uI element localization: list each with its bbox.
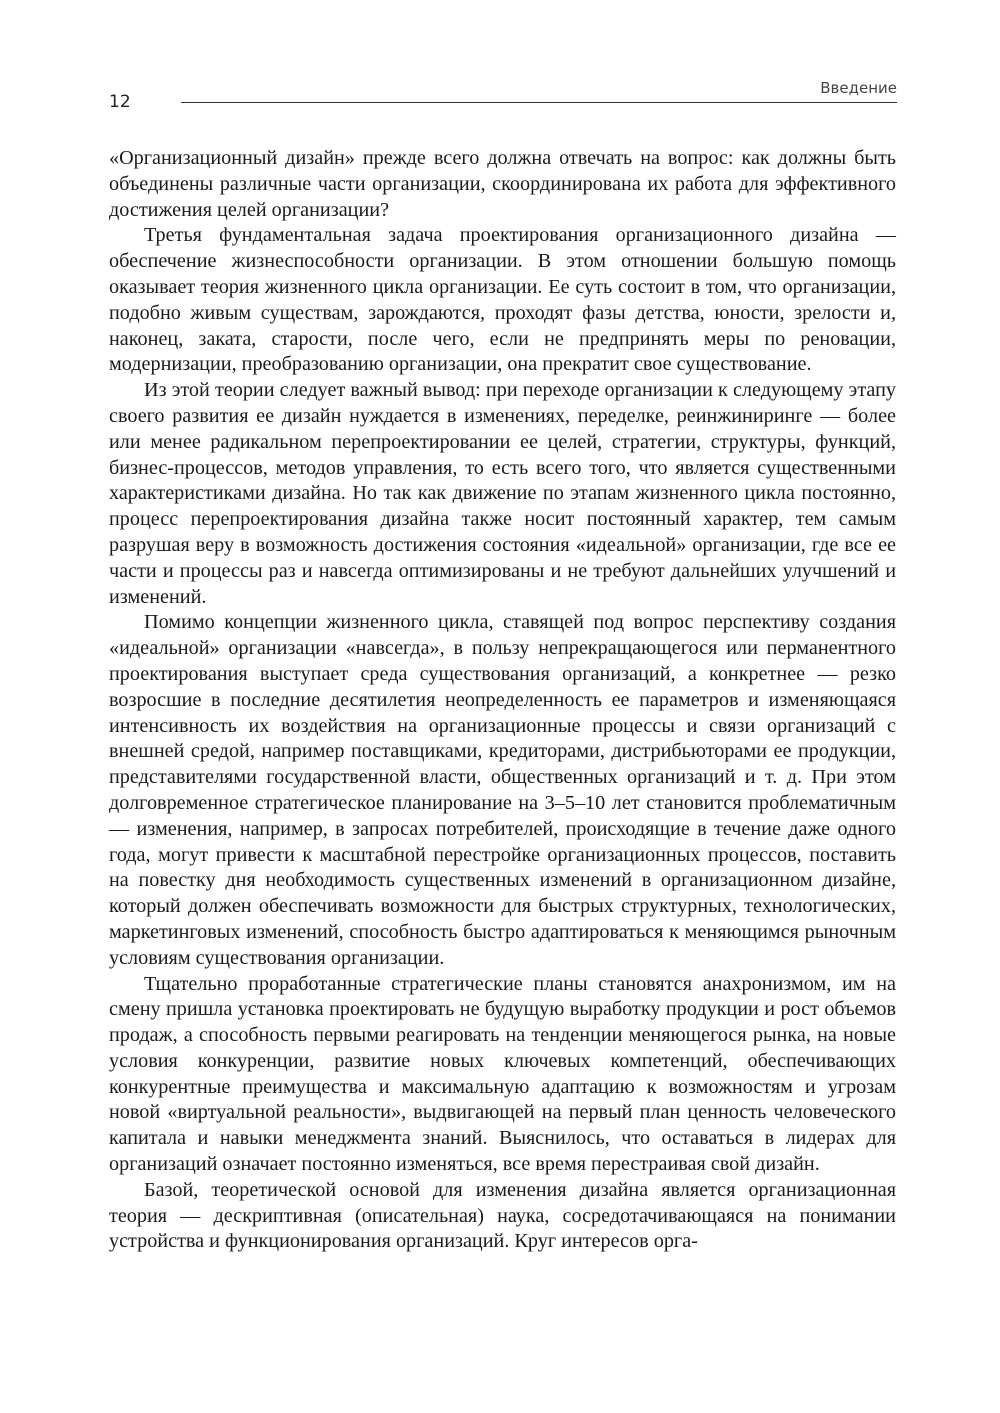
running-header-title: Введение xyxy=(820,79,897,97)
paragraph: Тщательно проработанные стратегические планы становятся анахронизмом, им на смену пришла установка проектировать не будущую выработку продукции и рост объемов продаж, а способность первыми реагировать на тенденции меняющегося рынка, на новые условия конкуренции, развитие новых ключевых компетенций, обеспечивающих конкурентные преимущества и максимальную адаптацию к возможностям и угрозам новой «виртуальной реальности», выдвигающей на первый план ценность человеческого капитала и навыки менеджмента знаний. Выяснилось, что оставаться в лидерах для организаций означает постоянно изменяться, все время перестраивая свой дизайн. xyxy=(109,972,896,1176)
header-divider xyxy=(181,102,897,103)
paragraph: Помимо концепции жизненного цикла, ставящей под вопрос перспективу создания «идеальной» организации «навсегда», в пользу непрекращающегося или перманентного проектирования выступает среда существования организаций, а конкретнее — резко возросшие в последние десятилетия неопределенность ее параметров и изменяющаяся интенсивность их воздействия на организационные процессы и связи организаций с внешней средой, например поставщиками, кредиторами, дистрибьюторами ее продукции, представителями государственной власти, общественных организаций и т. д. При этом долговременное стратегическое планирование на 3–5–10 лет становится проблематичным — изменения, например, в запросах потребителей, происходящие в течение даже одного года, могут привести к масштабной перестройке организационных процессов, поставить на повестку дня необходимость существенных изменений в организационном дизайне, который должен обеспечивать возможности для быстрых структурных, технологических, маркетинговых изменений, способность быстро адаптироваться к меняющимся рыночным условиям существования организации. xyxy=(109,611,896,969)
paragraph: Базой, теоретической основой для изменения дизайна является организационная теория — дескриптивная (описательная) наука, сосредотачивающаяся на понимании устройства и функционирования организаций. Круг интересов орга- xyxy=(109,1178,896,1253)
page-number: 12 xyxy=(109,92,131,112)
paragraph: Третья фундаментальная задача проектирования организационного дизайна — обеспечение жизнеспособности организации. В этом отношении большую помощь оказывает теория жизненного цикла организации. Ее суть состоит в том, что организации, подобно живым существам, зарождаются, проходят фазы детства, юности, зрелости и, наконец, заката, старости, после чего, если не предпринять меры по реновации, модернизации, преобразованию организации, она прекратит свое существование. xyxy=(109,224,896,376)
body-text xyxy=(109,146,896,1255)
paragraph: «Организационный дизайн» прежде всего должна отвечать на вопрос: как должны быть объединены различные части организации, скоординирована их работа для эффективного достижения целей организации? xyxy=(109,147,896,221)
paragraph: Из этой теории следует важный вывод: при переходе организации к следующему этапу своего развития ее дизайн нуждается в изменениях, переделке, реинжиниринге — более или менее радикальном перепроектировании ее целей, стратегии, структуры, функций, бизнес-процессов, методов управления, то есть всего того, что является существенными характеристиками дизайна. Но так как движение по этапам жизненного цикла постоянно, процесс перепроектирования дизайна также носит постоянный характер, тем самым разрушая веру в возможность достижения состояния «идеальной» организации, где все ее части и процессы раз и навсегда оптимизированы и не требуют дальнейших улучшений и изменений. xyxy=(109,379,896,608)
